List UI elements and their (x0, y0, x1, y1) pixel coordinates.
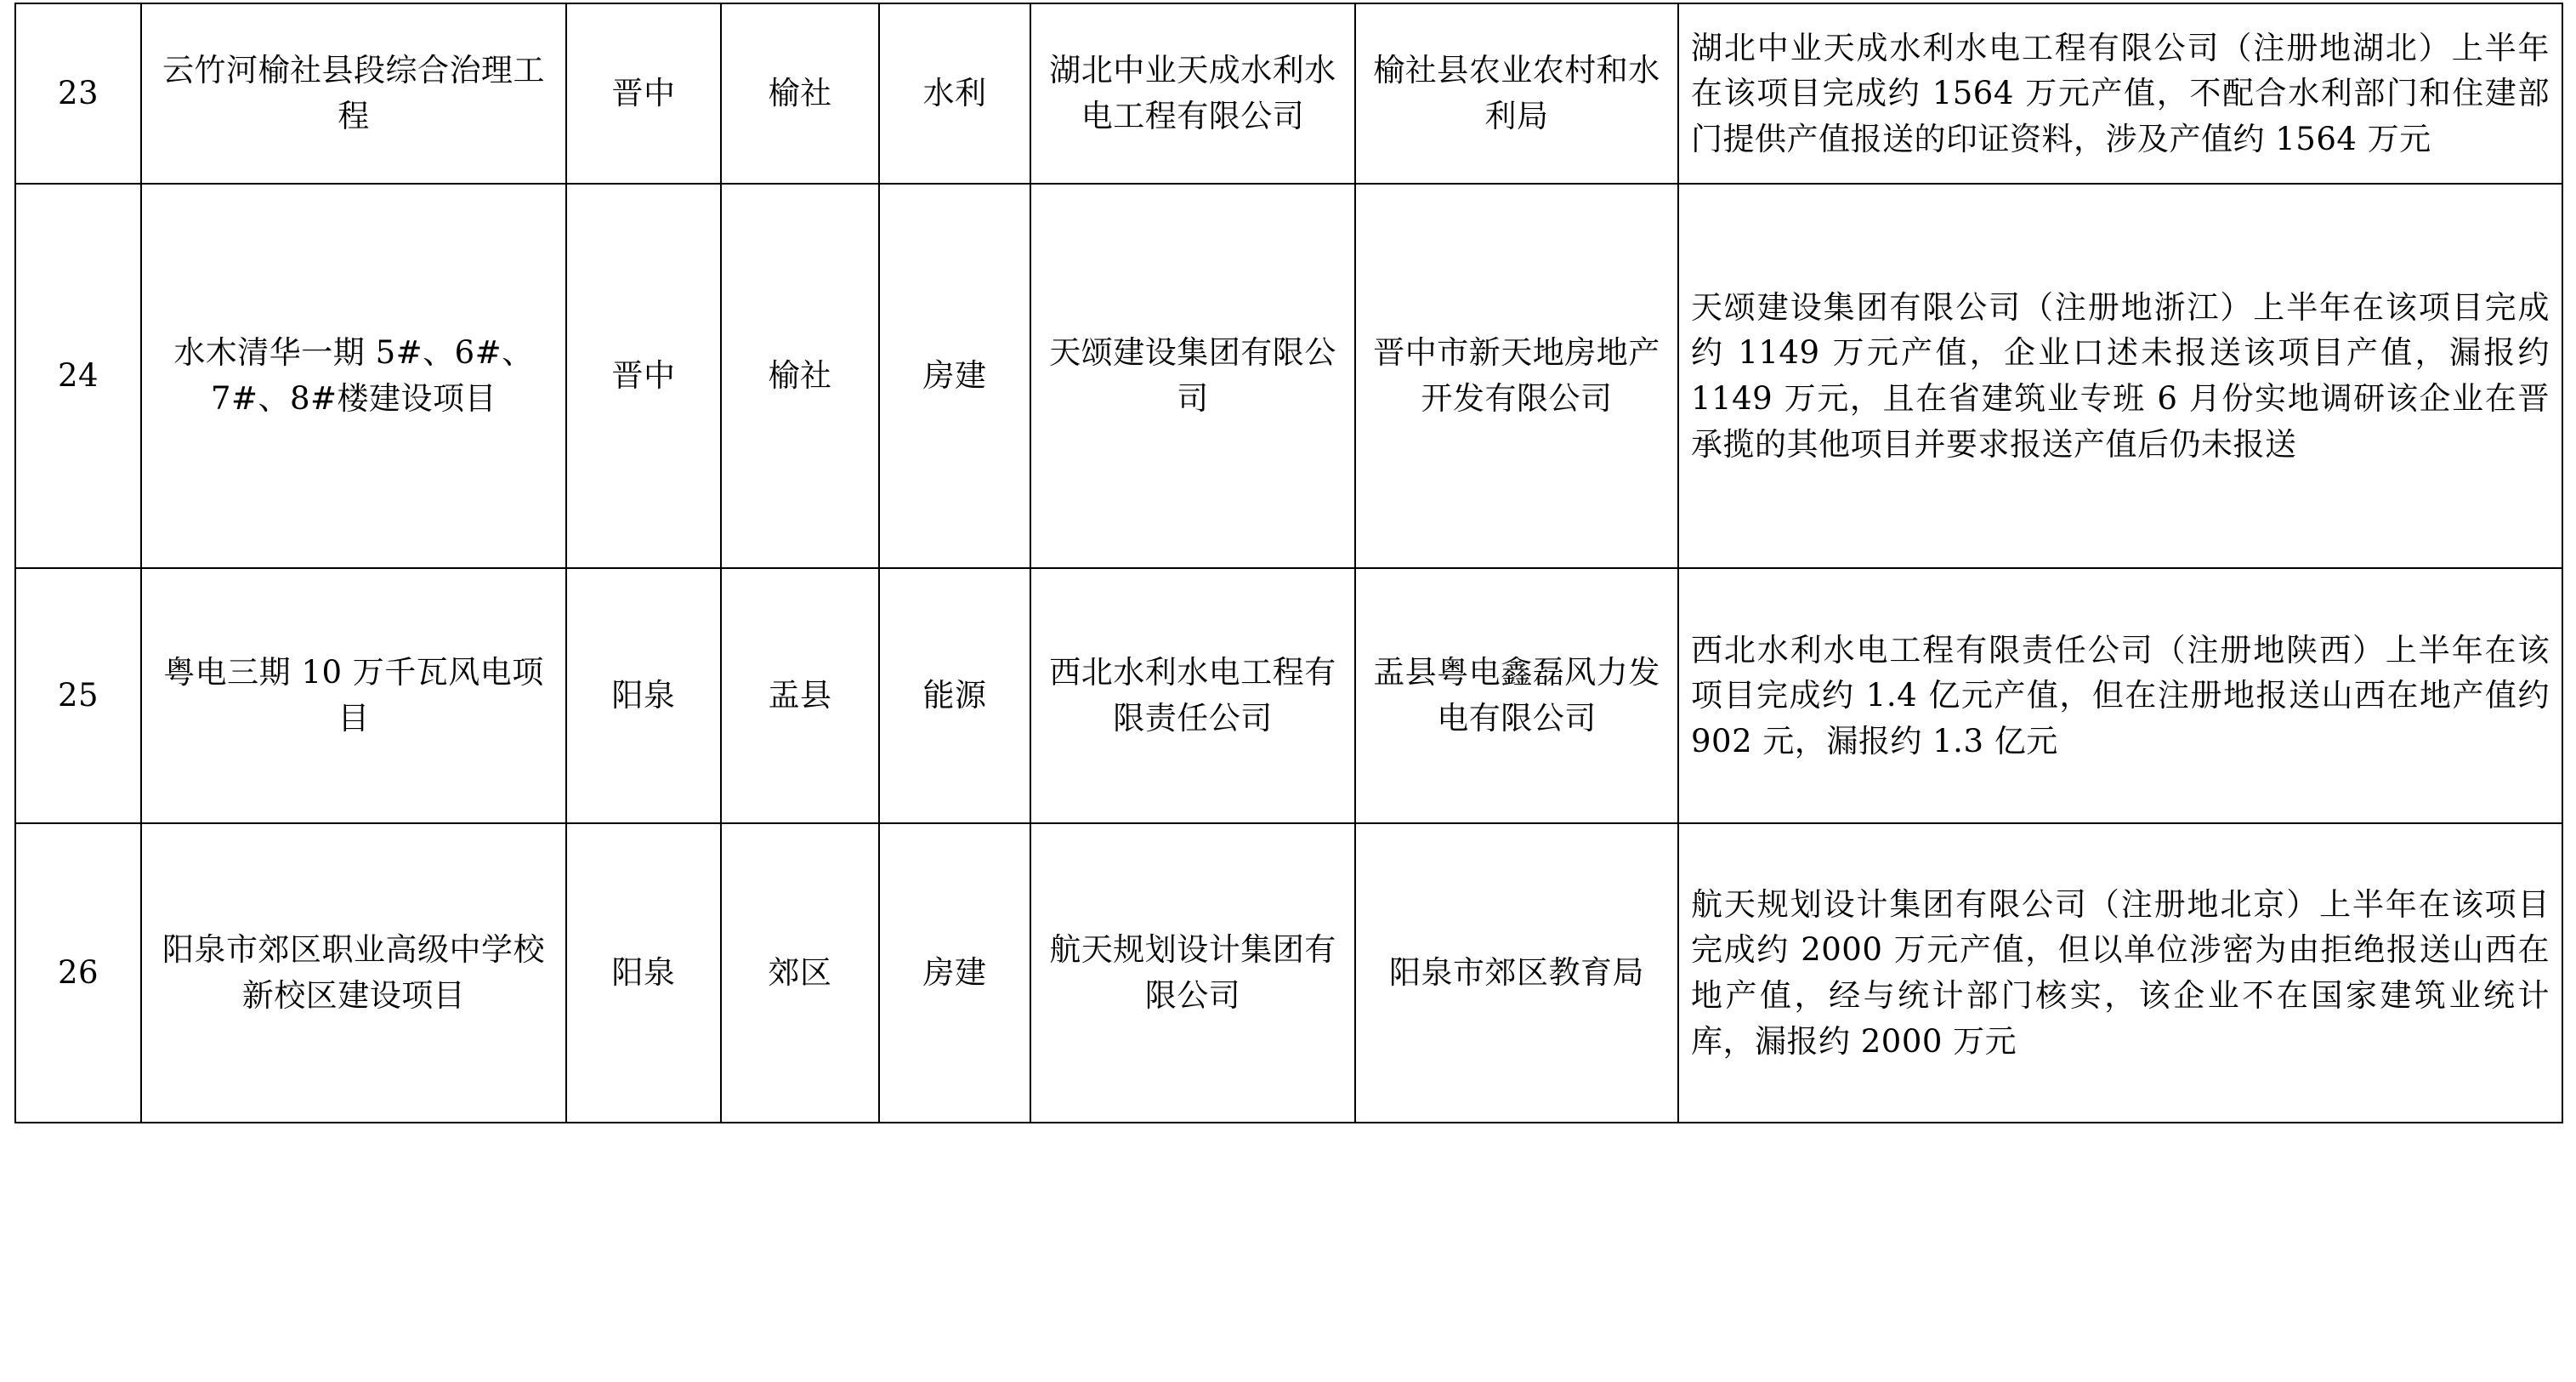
project-issues-table (14, 3, 2563, 1123)
cell-description: 天颂建设集团有限公司（注册地浙江）上半年在该项目完成约 1149 万元产值，企业口述未报送该项目产值，漏报约 1149 万元，且在省建筑业专班 6 月份实地调研该企业在晋承揽的其他项目并要求报送产值后仍未报送 (1678, 184, 2562, 568)
cell-industry: 能源 (879, 568, 1030, 823)
cell-project-name: 水木清华一期 5#、6#、7#、8#楼建设项目 (141, 184, 566, 568)
cell-county: 榆社 (721, 3, 879, 184)
cell-company: 天颂建设集团有限公司 (1030, 184, 1355, 568)
cell-sequence-number: 25 (15, 568, 141, 823)
cell-city: 阳泉 (566, 823, 721, 1123)
cell-city: 阳泉 (566, 568, 721, 823)
table-row (15, 3, 2562, 184)
cell-description: 西北水利水电工程有限责任公司（注册地陕西）上半年在该项目完成约 1.4 亿元产值，但在注册地报送山西在地产值约 902 元，漏报约 1.3 亿元 (1678, 568, 2562, 823)
cell-county: 盂县 (721, 568, 879, 823)
cell-county: 郊区 (721, 823, 879, 1123)
cell-industry: 水利 (879, 3, 1030, 184)
cell-company: 湖北中业天成水利水电工程有限公司 (1030, 3, 1355, 184)
cell-industry: 房建 (879, 823, 1030, 1123)
cell-construction-unit: 盂县粤电鑫磊风力发电有限公司 (1355, 568, 1678, 823)
table-row (15, 823, 2562, 1123)
table-row (15, 568, 2562, 823)
cell-project-name: 粤电三期 10 万千瓦风电项目 (141, 568, 566, 823)
cell-city: 晋中 (566, 3, 721, 184)
cell-construction-unit: 晋中市新天地房地产开发有限公司 (1355, 184, 1678, 568)
cell-description: 湖北中业天成水利水电工程有限公司（注册地湖北）上半年在该项目完成约 1564 万元产值，不配合水利部门和住建部门提供产值报送的印证资料，涉及产值约 1564 万元 (1678, 3, 2562, 184)
cell-description: 航天规划设计集团有限公司（注册地北京）上半年在该项目完成约 2000 万元产值，但以单位涉密为由拒绝报送山西在地产值，经与统计部门核实，该企业不在国家建筑业统计库，漏报约 2000 万元 (1678, 823, 2562, 1123)
cell-sequence-number: 26 (15, 823, 141, 1123)
cell-city: 晋中 (566, 184, 721, 568)
cell-project-name: 阳泉市郊区职业高级中学校新校区建设项目 (141, 823, 566, 1123)
cell-company: 航天规划设计集团有限公司 (1030, 823, 1355, 1123)
cell-county: 榆社 (721, 184, 879, 568)
cell-sequence-number: 24 (15, 184, 141, 568)
cell-sequence-number: 23 (15, 3, 141, 184)
document-page (0, 3, 2576, 1382)
cell-company: 西北水利水电工程有限责任公司 (1030, 568, 1355, 823)
cell-industry: 房建 (879, 184, 1030, 568)
cell-construction-unit: 阳泉市郊区教育局 (1355, 823, 1678, 1123)
cell-construction-unit: 榆社县农业农村和水利局 (1355, 3, 1678, 184)
table-row (15, 184, 2562, 568)
cell-project-name: 云竹河榆社县段综合治理工程 (141, 3, 566, 184)
